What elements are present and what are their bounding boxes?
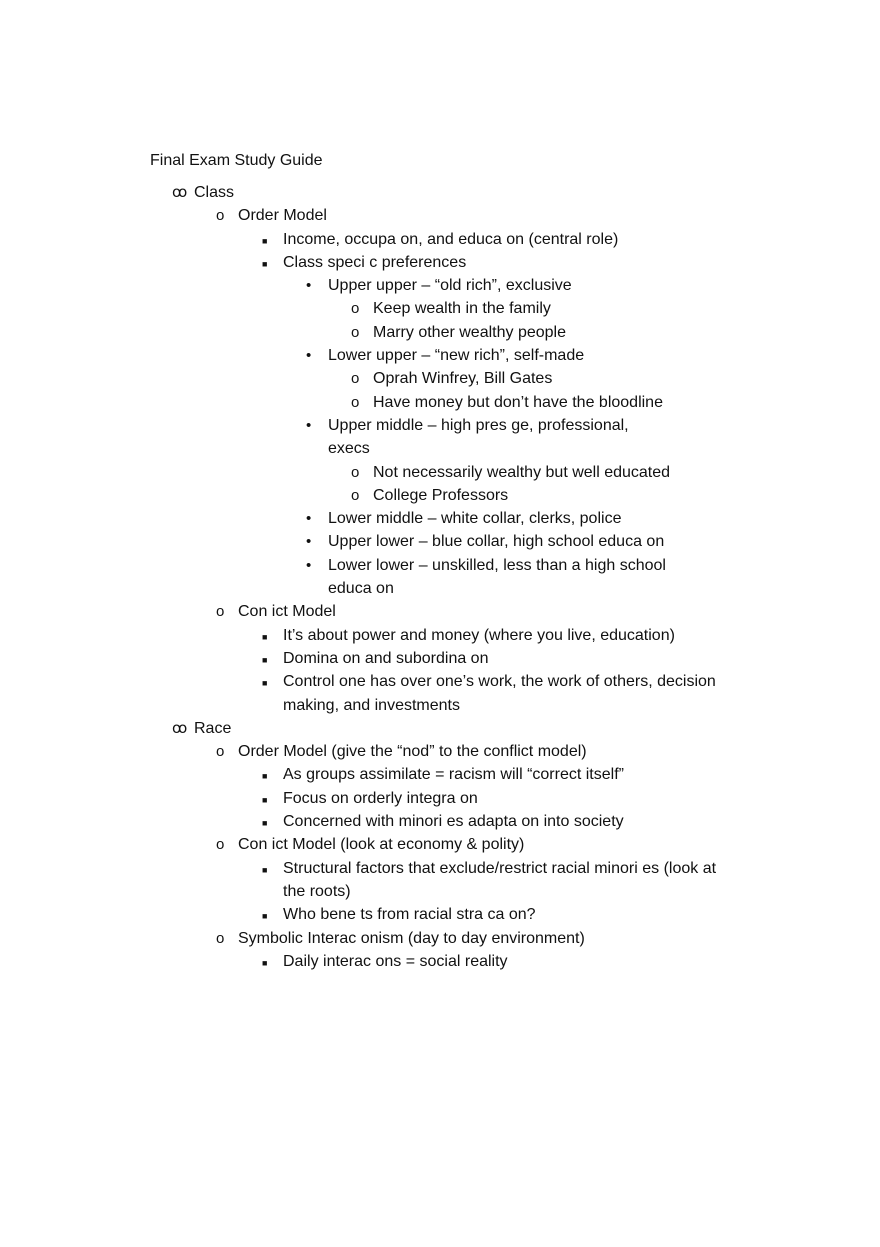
list-item [0, 391, 880, 414]
list-item [0, 554, 880, 601]
list-item-text: Upper lower – blue collar, high school educa on [328, 533, 665, 551]
circle-bullet-icon: o [216, 929, 225, 947]
list-item-text: As groups assimilate = racism will “correct itself” [283, 766, 624, 784]
list-item-text: Income, occupa on, and educa on (central role) [283, 230, 619, 248]
list-item [0, 181, 880, 204]
dot-bullet-icon: • [306, 510, 312, 528]
dot-bullet-icon: • [306, 277, 312, 295]
square-bullet-icon: ■ [262, 771, 268, 782]
circle-bullet-icon: o [351, 323, 360, 341]
section-bullet-icon: ꝏ [172, 184, 188, 201]
list-item-text: Class [194, 184, 235, 201]
list-item [0, 251, 880, 274]
list-item-text: Lower lower – unskilled, less than a high school educa on [328, 556, 666, 598]
list-item-text: Keep wealth in the family [373, 300, 551, 318]
dot-bullet-icon: • [306, 347, 312, 365]
dot-bullet-icon: • [306, 416, 312, 434]
list-item-text: Structural factors that exclude/restrict racial minori es (look at the roots) [283, 859, 717, 900]
circle-bullet-icon: o [216, 836, 225, 854]
circle-bullet-icon: o [216, 207, 225, 225]
circle-bullet-icon: o [216, 743, 225, 761]
circle-bullet-icon: o [351, 486, 360, 504]
circle-bullet-icon: o [351, 393, 360, 411]
list-item [0, 833, 880, 856]
list-item-text: Marry other wealthy people [373, 323, 566, 341]
list-item-text: Oprah Winfrey, Bill Gates [373, 370, 553, 388]
list-item-text: Order Model [238, 207, 327, 225]
circle-bullet-icon: o [216, 603, 225, 621]
list-item [0, 717, 880, 740]
square-bullet-icon: ■ [262, 794, 268, 805]
list-item [0, 857, 880, 904]
list-item [0, 787, 880, 810]
list-item-text: Lower middle – white collar, clerks, police [328, 510, 622, 528]
square-bullet-icon: ■ [262, 631, 268, 642]
square-bullet-icon: ■ [262, 235, 268, 246]
list-item-text: Control one has over one’s work, the work of others, decision making, and investments [283, 673, 716, 714]
list-item-text: Upper middle – high pres ge, professional, execs [328, 416, 629, 458]
dot-bullet-icon: • [306, 533, 312, 551]
list-item [0, 297, 880, 320]
page-title: Final Exam Study Guide [150, 152, 323, 169]
square-bullet-icon: ■ [262, 818, 268, 829]
square-bullet-icon: ■ [262, 654, 268, 665]
list-item [0, 530, 880, 553]
list-item [0, 927, 880, 950]
list-item-text: Con ict Model (look at economy & polity) [238, 836, 525, 854]
outline-list [0, 181, 880, 973]
list-item-text: Focus on orderly integra on [283, 789, 478, 807]
list-item [0, 344, 880, 367]
list-item-text: Con ict Model [238, 603, 336, 621]
list-item-text: Have money but don’t have the bloodline [373, 393, 663, 411]
square-bullet-icon: ■ [262, 678, 268, 689]
list-item-text: Concerned with minori es adapta on into society [283, 813, 624, 831]
list-item-text: Daily interac ons = social reality [283, 952, 508, 970]
square-bullet-icon: ■ [262, 957, 268, 968]
square-bullet-icon: ■ [262, 258, 268, 269]
list-item [0, 903, 880, 926]
list-item-text: Symbolic Interac onism (day to day environment) [238, 929, 585, 947]
list-item [0, 950, 880, 973]
list-item-text: Who bene ts from racial stra ca on? [283, 906, 536, 924]
circle-bullet-icon: o [351, 300, 360, 318]
dot-bullet-icon: • [306, 556, 312, 574]
list-item [0, 461, 880, 484]
list-item-text: Upper upper – “old rich”, exclusive [328, 277, 572, 295]
square-bullet-icon: ■ [262, 911, 268, 922]
list-item [0, 600, 880, 623]
list-item-text: Order Model (give the “nod” to the conflict model) [238, 743, 587, 761]
list-item-text: Domina on and subordina on [283, 649, 489, 667]
list-item [0, 763, 880, 786]
circle-bullet-icon: o [351, 370, 360, 388]
list-item-text: It’s about power and money (where you live, education) [283, 626, 675, 644]
circle-bullet-icon: o [351, 463, 360, 481]
list-item [0, 507, 880, 530]
list-item [0, 647, 880, 670]
list-item [0, 274, 880, 297]
section-bullet-icon: ꝏ [172, 719, 188, 737]
list-item [0, 484, 880, 507]
list-item [0, 414, 880, 461]
list-item-text: Class speci c preferences [283, 253, 467, 271]
list-item [0, 367, 880, 390]
list-item-text: Lower upper – “new rich”, self-made [328, 347, 585, 365]
list-item-text: College Professors [373, 486, 509, 504]
list-item [0, 740, 880, 763]
list-item [0, 228, 880, 251]
list-item [0, 624, 880, 647]
list-item [0, 204, 880, 227]
list-item-text: Not necessarily wealthy but well educated [373, 463, 671, 481]
list-item [0, 810, 880, 833]
list-item [0, 321, 880, 344]
list-item-text: Race [194, 719, 232, 737]
list-item [0, 670, 880, 717]
square-bullet-icon: ■ [262, 864, 268, 875]
